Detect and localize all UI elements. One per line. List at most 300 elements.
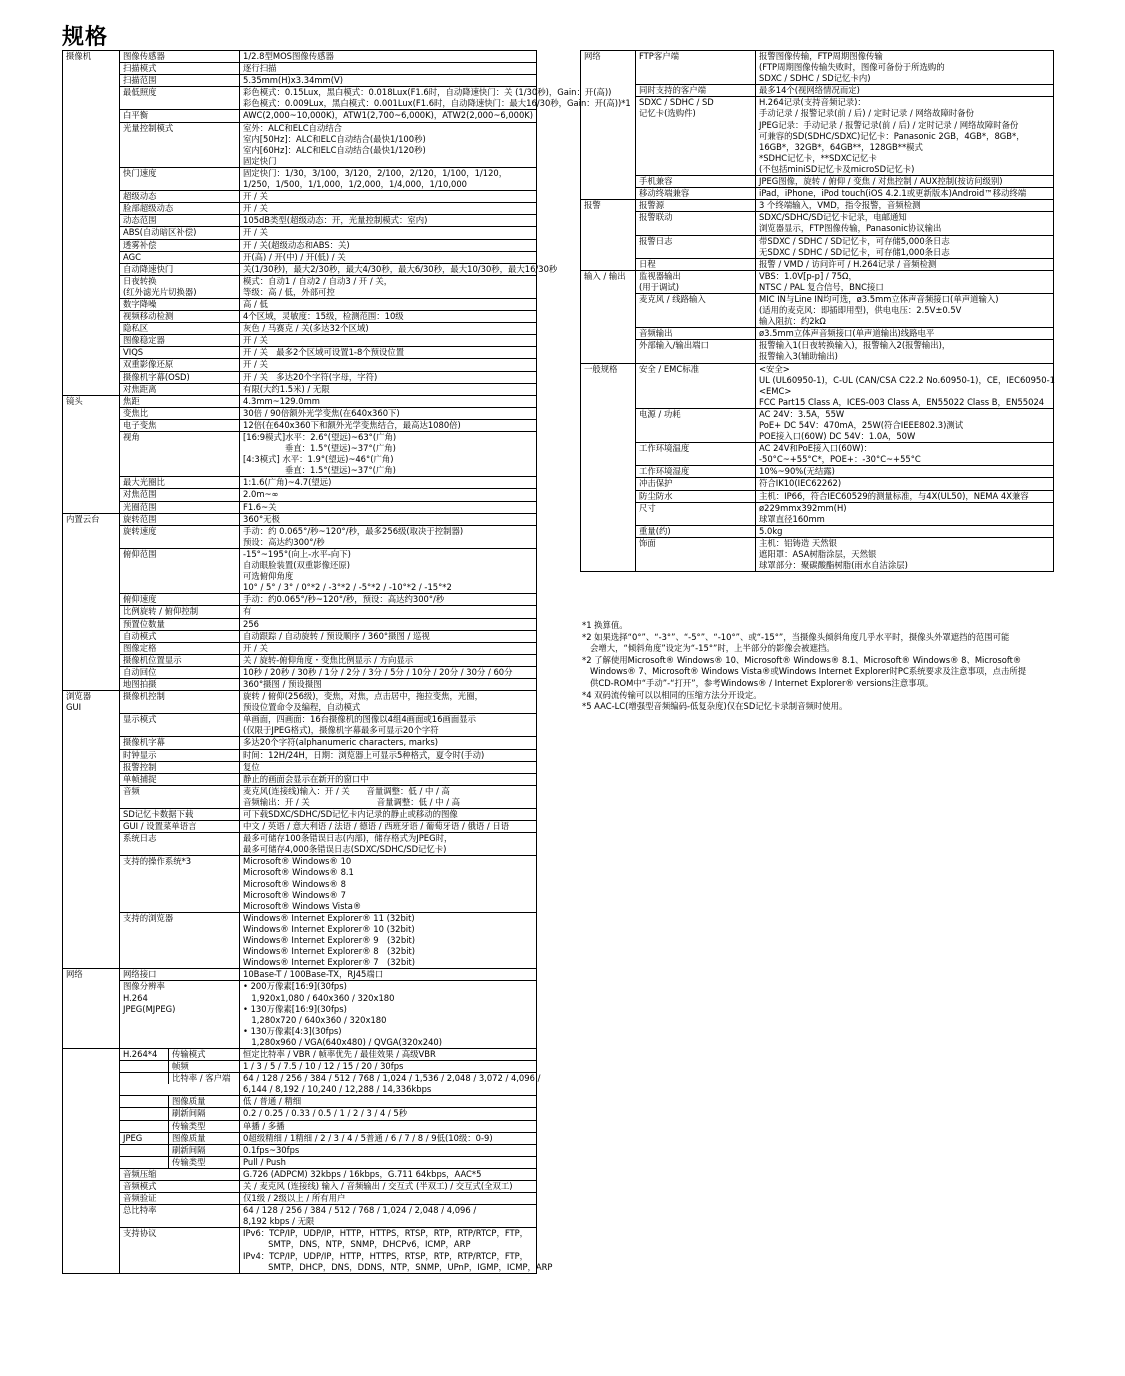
item-cell (120, 1156, 240, 1168)
item-cell: 隐私区 (120, 323, 240, 335)
item-cell: 尺寸 (636, 502, 756, 525)
spec-row (63, 1193, 537, 1205)
category-cell (63, 606, 120, 618)
spec-row (63, 654, 537, 666)
category-cell (581, 466, 636, 478)
item-cell: 防尘防水 (636, 490, 756, 502)
value-cell: 12倍(在640x360下和额外光学变焦结合，最高达1080倍) (240, 419, 537, 431)
value-cell: -15°~195°(向上-水平-向下) 自动眼脸装置(双重影像还原) 可选俯仰角度 10° / 5° / 3° / 0°*2 / -3°*2 / -5°*2 / -10°*2 / -15°*2 (240, 548, 537, 593)
value-cell: • 200万像素[16:9](30fps) 1,920x1,080 / 640x360 / 320x180 • 130万像素[16:9](30fps) 1,280x720 / 640x360 / 320x180 • 130万像素[4:3](30fps) 1,280x960 / VGA(640x480) / QVGA(320x240) (240, 981, 537, 1049)
spec-row (581, 200, 1054, 212)
item-cell: 摄像机控制 (120, 691, 240, 714)
value-cell: 3 个终端输入，VMD，指令报警，音频检测 (756, 200, 1054, 212)
item-cell: 动态范围 (120, 215, 240, 227)
item-cell: 最大光圈比 (120, 477, 240, 489)
value-cell: AC 24V：3.5A，55W PoE+ DC 54V：470mA，25W(符合IEEE802.3)测试 POE接入口(60W) DC 54V：1.0A，50W (756, 408, 1054, 442)
spec-row (63, 1048, 537, 1060)
category-cell (63, 749, 120, 761)
category-cell (63, 1228, 120, 1273)
value-cell: Windows® Internet Explorer® 11 (32bit) Windows® Internet Explorer® 10 (32bit) Windows® Internet Explorer® 9 (32bit) Windows® Internet Explorer® 8 (32bit) Windows® Internet Explorer® 7 (32bit) (240, 912, 537, 968)
spec-row (63, 477, 537, 489)
item-cell: 图像定格 (120, 642, 240, 654)
category-cell (63, 477, 120, 489)
page-title: 规格 (62, 25, 109, 50)
item-cell: 饰面 (636, 537, 756, 571)
item-cell: 摄像机字幕(OSD) (120, 371, 240, 383)
category-cell: 内置云台 (63, 513, 120, 525)
category-cell (63, 809, 120, 821)
spec-row (63, 1156, 537, 1168)
spec-row (63, 432, 537, 477)
spec-row (581, 408, 1054, 442)
subgroup-label (120, 1073, 169, 1084)
item-cell: 电源 / 功耗 (636, 408, 756, 442)
item-cell: 音频 (120, 785, 240, 808)
item-cell: 视角 (120, 432, 240, 477)
category-cell (63, 419, 120, 431)
category-cell (63, 714, 120, 737)
spec-row (63, 263, 537, 275)
spec-row (63, 335, 537, 347)
item-cell: 安全 / EMC标准 (636, 363, 756, 408)
item-cell: 日程 (636, 258, 756, 270)
item-cell: 俯仰速度 (120, 594, 240, 606)
value-cell: VBS：1.0V[p-p] / 75Ω， NTSC / PAL 复合信号，BNC接口 (756, 270, 1054, 293)
value-cell: 开(高) / 开(中) / 开(低) / 关 (240, 251, 537, 263)
subgroup-item: 传输类型 (172, 1156, 206, 1167)
category-cell (581, 188, 636, 200)
item-cell: 预置位数量 (120, 618, 240, 630)
item-cell: 外部输入/输出端口 (636, 340, 756, 363)
category-cell (63, 1096, 120, 1108)
spec-row (63, 714, 537, 737)
category-cell (63, 630, 120, 642)
category-cell (63, 761, 120, 773)
category-cell (63, 371, 120, 383)
spec-row (63, 630, 537, 642)
spec-row (63, 407, 537, 419)
value-cell: 256 (240, 618, 537, 630)
item-cell: 报警控制 (120, 761, 240, 773)
value-cell: 开 / 关 最多2个区域可设置1-8个预设位置 (240, 347, 537, 359)
value-cell: AWC(2,000~10,000K)，ATW1(2,700~6,000K)，ATW2(2,000~6,000K) (240, 110, 537, 122)
category-cell (63, 407, 120, 419)
category-cell (63, 642, 120, 654)
category-cell: 报警 (581, 200, 636, 212)
spec-row (581, 270, 1054, 293)
spec-row (581, 51, 1054, 85)
category-cell: 输入 / 输出 (581, 270, 636, 293)
value-cell: 静止的画面会显示在新开的窗口中 (240, 773, 537, 785)
spec-row (63, 1096, 537, 1108)
item-cell: 图像分辨率 H.264 JPEG(MJPEG) (120, 981, 240, 1049)
item-cell (120, 1096, 240, 1108)
value-cell: 开 / 关 多达20个字符(字母，字符) (240, 371, 537, 383)
subgroup-item: 传输类型 (172, 1120, 206, 1131)
value-cell: 带SDXC / SDHC / SD记忆卡，可存储5,000条日志 无SDXC / SDHC / SD记忆卡，可存储1,000条日志 (756, 235, 1054, 258)
spec-row (63, 275, 537, 298)
category-cell (581, 85, 636, 97)
category-cell: 镜头 (63, 395, 120, 407)
subgroup-item: 比特率 / 客户端 (172, 1073, 231, 1084)
category-cell (63, 191, 120, 203)
category-cell (63, 666, 120, 678)
item-cell: 自动降速快门 (120, 263, 240, 275)
category-cell (63, 275, 120, 298)
category-cell: 一般规格 (581, 363, 636, 408)
category-cell (581, 408, 636, 442)
category-cell: 网络 (581, 51, 636, 85)
category-cell (63, 215, 120, 227)
spec-row (63, 1061, 537, 1073)
spec-row (63, 737, 537, 749)
spec-row (63, 821, 537, 833)
value-cell: IPv6：TCP/IP，UDP/IP，HTTP，HTTPS，RTSP，RTP，RTP/RTCP，FTP， SMTP，DNS，NTP，SNMP，DHCPv6，ICMP，ARP IPv4：TCP/IP，UDP/IP，HTTP，HTTPS，RTSP，RTP，RTP/RTCP，FTP， SMTP，DHCP，DNS，DDNS，NTP，SNMP，UPnP，IGMP，ICMP，ARP (240, 1228, 537, 1273)
value-cell: 30倍 / 90倍额外光学变焦(在640x360下) (240, 407, 537, 419)
spec-table-right (580, 50, 1054, 572)
category-cell (63, 1144, 120, 1156)
value-cell: 可下载SDXC/SDHC/SD记忆卡内记录的静止或移动的图像 (240, 809, 537, 821)
value-cell: 报警图像传输，FTP周期图像传输 (FTP周期图像传输失败时，图像可备份于所选购的 SDXC / SDHC / SD记忆卡内) (756, 51, 1054, 85)
spec-row (63, 548, 537, 593)
spec-row (63, 122, 537, 167)
category-cell (581, 212, 636, 235)
item-cell: 音频模式 (120, 1181, 240, 1193)
value-cell: 关 / 麦克风 (连接线) 输入 / 音频输出 / 交互式 (半双工) / 交互式(全双工) (240, 1181, 537, 1193)
category-cell (581, 328, 636, 340)
item-cell: 焦距 (120, 395, 240, 407)
value-cell: 麦克风(连接线)输入：开 / 关 音量调整：低 / 中 / 高 音频输出：开 / 关 音量调整：低 / 中 / 高 (240, 785, 537, 808)
spec-row (63, 1132, 537, 1144)
category-cell: 网络 (63, 969, 120, 981)
item-cell: SD记忆卡数据下载 (120, 809, 240, 821)
value-cell: 2.0m~∞ (240, 489, 537, 501)
category-cell (63, 833, 120, 856)
spec-row (63, 347, 537, 359)
item-cell: 快门速度 (120, 167, 240, 190)
spec-row (581, 443, 1054, 466)
spec-row (63, 666, 537, 678)
item-cell: 对焦范围 (120, 489, 240, 501)
category-cell (63, 1193, 120, 1205)
value-cell: 1 / 3 / 5 / 7.5 / 10 / 12 / 15 / 20 / 30fps (240, 1061, 537, 1073)
value-cell: 低 / 普通 / 精细 (240, 1096, 537, 1108)
value-cell: 报警输入1(日夜转换输入)，报警输入2(报警输出)， 报警输入3(辅助输出) (756, 340, 1054, 363)
item-cell (120, 1061, 240, 1073)
value-cell: 最多可储存100条错误日志(内部)，储存格式为JPEG时， 最多可储存4,000条错误日志(SDXC/SDHC/SD记忆卡) (240, 833, 537, 856)
category-cell (63, 203, 120, 215)
subgroup-label (120, 1145, 169, 1156)
item-cell: AGC (120, 251, 240, 263)
subgroup-item: 图像质量 (172, 1132, 206, 1143)
footnote: *2 了解使用Microsoft® Windows® 10、Microsoft® Windows® 8.1、Microsoft® Windows® 8、Microsoft® Windows® 7、Microsoft® Windows Vista®或Windows Internet Explorer时PC系统要求及注意事项，点击所提 供CD-ROM中“手动”-“打开”，参考Windows® / Internet Explorer® versions注意事项。 (582, 654, 1027, 688)
category-cell (63, 525, 120, 548)
item-cell: 时钟显示 (120, 749, 240, 761)
value-cell: 105dB类型(超级动态：开，光量控制模式：室内) (240, 215, 537, 227)
item-cell: 比例旋转 / 俯仰控制 (120, 606, 240, 618)
item-cell: 光圈范围 (120, 501, 240, 513)
item-cell (120, 1120, 240, 1132)
value-cell: <安全> UL (UL60950-1)，C-UL (CAN/CSA C22.2 No.60950-1)，CE，IEC60950-1 <EMC> FCC Part15 Class A，ICES-003 Class A，EN55022 Class B，EN55024 (756, 363, 1054, 408)
spec-row (63, 525, 537, 548)
spec-row (63, 678, 537, 690)
item-cell: 移动终端兼容 (636, 188, 756, 200)
category-cell (63, 1073, 120, 1096)
value-cell: 手动：约0.065°/秒~120°/秒，预设：高达约300°/秒 (240, 594, 537, 606)
spec-row (63, 239, 537, 251)
value-cell: 0.2 / 0.25 / 0.33 / 0.5 / 1 / 2 / 3 / 4 / 5秒 (240, 1108, 537, 1120)
category-cell (63, 1181, 120, 1193)
item-cell: 俯仰范围 (120, 548, 240, 593)
item-cell: 支持的浏览器 (120, 912, 240, 968)
spec-row (63, 691, 537, 714)
value-cell: 多达20个字符(alphanumeric characters, marks) (240, 737, 537, 749)
item-cell: 摄像机位置显示 (120, 654, 240, 666)
item-cell: 自动模式 (120, 630, 240, 642)
spec-row (581, 363, 1054, 408)
item-cell: 报警联动 (636, 212, 756, 235)
item-cell: 脸部超级动态 (120, 203, 240, 215)
subgroup-item: 图像质量 (172, 1096, 206, 1107)
item-cell: 图像传感器 (120, 51, 240, 63)
spec-row (63, 642, 537, 654)
value-cell: 开 / 关 (240, 335, 537, 347)
category-cell (63, 773, 120, 785)
value-cell: 最多14个(视网络情况而定) (756, 85, 1054, 97)
category-cell (63, 821, 120, 833)
spec-row (63, 75, 537, 87)
value-cell: 模式：自动1 / 自动2 / 自动3 / 开 / 关， 等级：高 / 低，外部可控 (240, 275, 537, 298)
value-cell: 0超级精细 / 1精细 / 2 / 3 / 4 / 5普通 / 6 / 7 / 8 / 9低(10级：0-9) (240, 1132, 537, 1144)
spec-row (63, 501, 537, 513)
footnote: *4 双码流传输可以以相同的压缩方法分开设定。 (582, 689, 762, 700)
category-cell (63, 737, 120, 749)
value-cell: 旋转 / 俯仰(256级)，变焦，对焦，点击居中，拖拉变焦，光圈， 预设位置命令及编程，自动模式 (240, 691, 537, 714)
item-cell: 数字降噪 (120, 298, 240, 310)
item-cell: 工作环境湿度 (636, 466, 756, 478)
item-cell: 重量(约) (636, 525, 756, 537)
value-cell: 彩色模式：0.15Lux，黑白模式：0.018Lux(F1.6时，自动降速快门：关 (1/30秒)，Gain：开(高)) 彩色模式：0.009Lux，黑白模式：0.001Lux(F1.6时，自动降速快门：最大16/30秒，Gain：开(高))*1 (240, 87, 537, 110)
spec-row (63, 912, 537, 968)
category-cell (63, 1168, 120, 1180)
spec-row (63, 298, 537, 310)
item-cell (120, 1132, 240, 1144)
value-cell: 5.35mm(H)x3.34mm(V) (240, 75, 537, 87)
category-cell (63, 87, 120, 110)
category-cell (63, 432, 120, 477)
spec-row (581, 258, 1054, 270)
spec-row (63, 251, 537, 263)
spec-row (63, 1108, 537, 1120)
value-cell: 主机：IP66，符合IEC60529的测量标准，与4X(UL50)，NEMA 4X兼容 (756, 490, 1054, 502)
item-cell: 扫描模式 (120, 63, 240, 75)
category-cell (63, 359, 120, 371)
category-cell (63, 227, 120, 239)
value-cell: Microsoft® Windows® 10 Microsoft® Windows® 8.1 Microsoft® Windows® 8 Microsoft® Windows® 7 Microsoft® Windows Vista® (240, 856, 537, 912)
spec-row (63, 809, 537, 821)
subgroup-item: 刷新间隔 (172, 1108, 206, 1119)
item-cell: 自动回位 (120, 666, 240, 678)
spec-row (63, 359, 537, 371)
spec-row (581, 188, 1054, 200)
value-cell: 固定快门：1/30，3/100，3/120，2/100，2/120，1/100，1/120， 1/250，1/500，1/1,000，1/2,000，1/4,000，1/10,000 (240, 167, 537, 190)
category-cell (63, 785, 120, 808)
value-cell: 时间：12H/24H，日期：浏览器上可显示5种格式，夏令时(手动) (240, 749, 537, 761)
spec-row (63, 833, 537, 856)
category-cell (63, 263, 120, 275)
value-cell: 4个区域，灵敏度：15级，检测范围：10级 (240, 311, 537, 323)
spec-row (63, 1144, 537, 1156)
value-cell: ø3.5mm立体声音频接口(单声道输出)线路电平 (756, 328, 1054, 340)
spec-row (63, 606, 537, 618)
category-cell (63, 298, 120, 310)
value-cell: 开 / 关 (240, 227, 537, 239)
category-cell (63, 1048, 120, 1060)
item-cell: 系统日志 (120, 833, 240, 856)
value-cell: 室外：ALC和ELC自动结合 室内[50Hz]：ALC和ELC自动结合(最快1/100秒) 室内[60Hz]：ALC和ELC自动结合(最快1/120秒) 固定快门 (240, 122, 537, 167)
item-cell: 视频移动检测 (120, 311, 240, 323)
item-cell: 总比特率 (120, 1205, 240, 1228)
category-cell (581, 478, 636, 490)
spec-row (63, 371, 537, 383)
spec-row (63, 51, 537, 63)
value-cell: G.726 (ADPCM) 32kbps / 16kbps，G.711 64kbps，AAC*5 (240, 1168, 537, 1180)
value-cell: 自动跟踪 / 自动旋转 / 预设顺序 / 360°摄图 / 巡视 (240, 630, 537, 642)
category-cell (63, 1132, 120, 1144)
item-cell: 双重影像还原 (120, 359, 240, 371)
value-cell: 复位 (240, 761, 537, 773)
category-cell (63, 1108, 120, 1120)
value-cell: 主机：铝铸造 天然银 遮阳罩：ASA树脂涂层，天然银 球罩部分：聚碳酸酯树脂(雨水自洁涂层) (756, 537, 1054, 571)
spec-row (63, 323, 537, 335)
item-cell: FTP客户端 (636, 51, 756, 85)
spec-row (63, 594, 537, 606)
category-cell (63, 856, 120, 912)
item-cell: VIQS (120, 347, 240, 359)
value-cell: 1:1.6(广角)~4.7(望远) (240, 477, 537, 489)
spec-row (581, 176, 1054, 188)
value-cell: 高 / 低 (240, 298, 537, 310)
value-cell: [16:9模式]水平：2.6°(望远)~63°(广角) 垂直：1.5°(望远)~37°(广角) [4:3模式] 水平：1.9°(望远)~46°(广角) 垂直：1.5°(望远)~37°(广角) (240, 432, 537, 477)
spec-row (63, 761, 537, 773)
item-cell: SDXC / SDHC / SD 记忆卡(选购件) (636, 97, 756, 176)
value-cell: AC 24V和PoE接入口(60W)： -50°C~+55°C*，POE+：-30°C~+55°C (756, 443, 1054, 466)
spec-row (63, 383, 537, 395)
category-cell (63, 1205, 120, 1228)
value-cell: 4.3mm~129.0mm (240, 395, 537, 407)
spec-row (63, 227, 537, 239)
item-cell: 工作环境温度 (636, 443, 756, 466)
item-cell: 单帧捕捉 (120, 773, 240, 785)
value-cell: Pull / Push (240, 1156, 537, 1168)
item-cell: 变焦比 (120, 407, 240, 419)
category-cell (581, 258, 636, 270)
item-cell: 地图拍摄 (120, 678, 240, 690)
item-cell: 白平衡 (120, 110, 240, 122)
category-cell (63, 75, 120, 87)
subgroup-item: 帧频 (172, 1061, 189, 1072)
value-cell: 10秒 / 20秒 / 30秒 / 1分 / 2分 / 3分 / 5分 / 10分 / 20分 / 30分 / 60分 (240, 666, 537, 678)
spec-row (581, 502, 1054, 525)
item-cell (120, 1073, 240, 1096)
category-cell (581, 235, 636, 258)
spec-row (581, 328, 1054, 340)
category-cell (63, 122, 120, 167)
value-cell: ø229mmx392mm(H) 球罩直径160mm (756, 502, 1054, 525)
item-cell: 监视器输出 (用于调试) (636, 270, 756, 293)
item-cell: 支持的操作系统*3 (120, 856, 240, 912)
value-cell: MIC IN与Line IN均可选，ø3.5mm立体声音频接口(单声道输入) (适用的麦克风：即插即用型)，供电电压：2.5V±0.5V 输入阻抗：约2kΩ (756, 293, 1054, 327)
value-cell: 开 / 关 (240, 191, 537, 203)
item-cell: 同时支持的客户端 (636, 85, 756, 97)
spec-row (63, 110, 537, 122)
category-cell (581, 525, 636, 537)
value-cell: 10%~90%(无结露) (756, 466, 1054, 478)
value-cell: 开 / 关(超级动态和ABS：关) (240, 239, 537, 251)
spec-row (63, 489, 537, 501)
value-cell: iPad，iPhone，iPod touch(iOS 4.2.1或更新版本)Android™移动终端 (756, 188, 1054, 200)
spec-row (581, 85, 1054, 97)
category-cell (63, 1156, 120, 1168)
spec-row (63, 773, 537, 785)
value-cell: 手动：约 0.065°/秒~120°/秒，最多256级(取决于控制器) 预设：高达约300°/秒 (240, 525, 537, 548)
spec-row (581, 466, 1054, 478)
item-cell: 摄像机字幕 (120, 737, 240, 749)
category-cell (63, 912, 120, 968)
category-cell (63, 618, 120, 630)
category-cell (581, 443, 636, 466)
subgroup-item: 传输模式 (172, 1048, 206, 1059)
item-cell: 电子变焦 (120, 419, 240, 431)
spec-row (581, 235, 1054, 258)
spec-row (63, 1168, 537, 1180)
item-cell: 透雾补偿 (120, 239, 240, 251)
spec-row (63, 311, 537, 323)
spec-row (581, 478, 1054, 490)
spec-row (581, 293, 1054, 327)
category-cell (581, 490, 636, 502)
category-cell (63, 323, 120, 335)
item-cell: 音频验证 (120, 1193, 240, 1205)
subgroup-item: 刷新间隔 (172, 1144, 206, 1155)
item-cell: 旋转范围 (120, 513, 240, 525)
item-cell: 对焦距离 (120, 383, 240, 395)
item-cell: 音频压缩 (120, 1168, 240, 1180)
subgroup-label (120, 1157, 169, 1168)
category-cell (63, 251, 120, 263)
value-cell: SDXC/SDHC/SD记忆卡记录，电邮通知 浏览器显示，FTP图像传输，Panasonic协议输出 (756, 212, 1054, 235)
subgroup-label (120, 1061, 169, 1072)
category-cell (581, 293, 636, 327)
value-cell: H.264记录(支持音频记录)： 手动记录 / 报警记录(前 / 后) / 定时记录 / 网络故障时备份 JPEG记录：手动记录 / 报警记录(前 / 后) / 定时记录 / 网络故障时备份 可兼容的SD(SDHC/SDXC)记忆卡：Panasonic 2GB，4GB*，8GB*， 16GB*，32GB*，64GB**，128GB**模式 *SDHC记忆卡，**SDXC记忆卡 (不包括miniSD记忆卡及microSD记忆卡) (756, 97, 1054, 176)
category-cell (63, 501, 120, 513)
value-cell: 单播 / 多播 (240, 1120, 537, 1132)
category-cell (63, 335, 120, 347)
value-cell: 开 / 关 (240, 203, 537, 215)
value-cell: JPEG图像，旋转 / 俯仰 / 变焦 / 对焦控制 / AUX控制(按访问级别) (756, 176, 1054, 188)
spec-row (63, 87, 537, 110)
item-cell: 显示模式 (120, 714, 240, 737)
item-cell: 日夜转换 (红外滤光片切换器) (120, 275, 240, 298)
category-cell (63, 63, 120, 75)
value-cell: 360°摄图 / 预设摄图 (240, 678, 537, 690)
value-cell: 0.1fps~30fps (240, 1144, 537, 1156)
value-cell: 中文 / 英语 / 意大利语 / 法语 / 德语 / 西班牙语 / 葡萄牙语 / 俄语 / 日语 (240, 821, 537, 833)
item-cell: 图像稳定器 (120, 335, 240, 347)
category-cell (581, 537, 636, 571)
spec-row (63, 513, 537, 525)
item-cell: 麦克风 / 线路输入 (636, 293, 756, 327)
